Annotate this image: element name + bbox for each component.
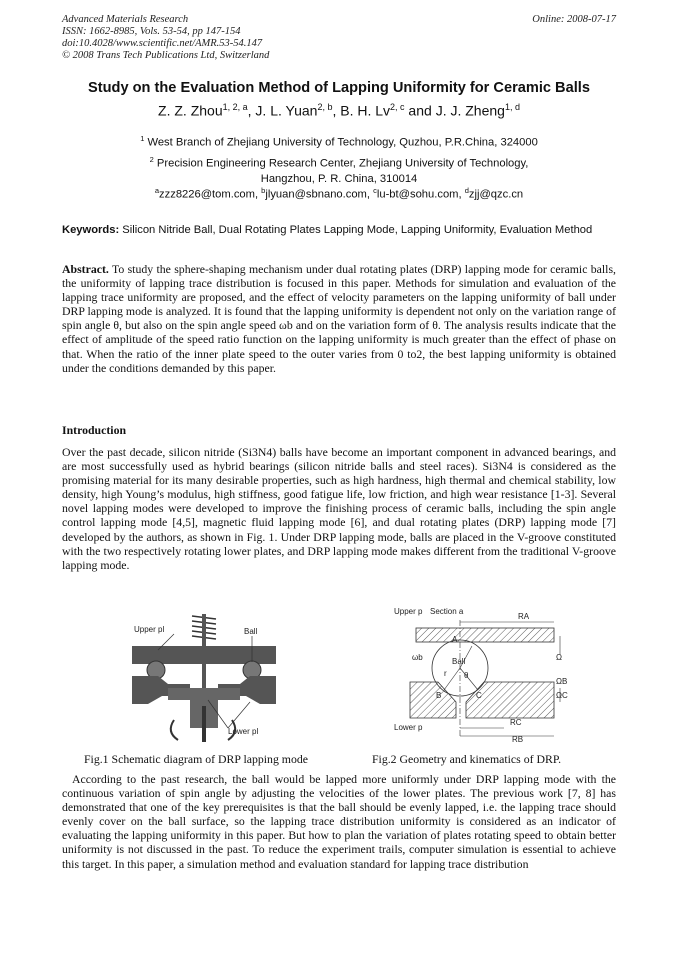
email-link[interactable]: lu-bt@sohu.com, (376, 188, 465, 201)
keywords-label: Keywords: (62, 224, 120, 236)
fig2-label-RA: RA (518, 612, 530, 621)
abstract (62, 262, 616, 375)
journal-header (62, 14, 616, 62)
figure-1 (128, 612, 280, 748)
figure-1-caption: Fig.1 Schematic diagram of DRP lapping mode (84, 752, 308, 766)
email-link[interactable]: jlyuan@sbnano.com, (265, 188, 374, 201)
keywords-text: Silicon Nitride Ball, Dual Rotating Plates Lapping Mode, Lapping Uniformity, Evaluation Method (119, 224, 593, 236)
doi-line: doi:10.4028/www.scientific.net/AMR.53-54.147 (62, 38, 263, 49)
fig2-label-section: Section a (430, 607, 464, 616)
email-link[interactable]: zjj@qzc.cn (468, 188, 524, 201)
affiliation-2: $^2$ Precision Engineering Research Center, Zhejiang University of Technology, Hangzhou, P. R. China, 310014 (149, 155, 529, 185)
author-sup: 1, 2, a (222, 102, 248, 112)
keywords (62, 224, 616, 238)
figure-2-caption: Fig.2 Geometry and kinematics of DRP. (372, 752, 562, 766)
author-name: J. J. Zheng (435, 102, 505, 119)
paper-title: Study on the Evaluation Method of Lapping Uniformity for Ceramic Balls (88, 80, 590, 96)
online-date: Online: 2008-07-17 (532, 14, 616, 25)
fig2-label-C: C (476, 691, 482, 700)
author-emails: $^a$zzz8226@tom.com, $^b$jlyuan@sbnano.com, $^c$lu-bt@sohu.com, $^d$zjj@qzc.cn (154, 186, 524, 201)
affiliation-1: $^1$ West Branch of Zhejiang University of Technology, Quzhou, P.R.China, 324000 (140, 134, 538, 149)
fig2-label-upper: Upper p (394, 607, 423, 616)
intro-paragraph-1: Over the past decade, silicon nitride (Si3N4) balls have become an important component in advanced bearings, and are most successfully used as hybrid bearings (silicon nitride balls and steel races). Si3N4 is considered as the promising material for its many desirable properties, such as high hardness, high thermal and chemical stability, low density, high Young’s modulus, high stiffness, good fatigue life, low friction, and high wear resistance [1-3]. Several novel lapping modes were developed to improve the finishing process of ceramic balls, including the spin angle control lapping mode [4,5], magnetic fluid lapping mode [6], and dual rotating plates (DRP) lapping mode [7] developed by the authors, as shown in Fig. 1. Under DRP lapping mode, balls are placed in the V-groove constituted with the two respectively rotating lower plates, and DRP lapping mode makes different from the traditional V-groove lapping mode. (62, 445, 616, 572)
figure-2 (394, 606, 574, 744)
intro-paragraph-2: According to the past research, the ball would be lapped more uniformly under DRP lapping mode with the continuous variation of spin angle by adjusting the velocities of the lower plates. The previous work [7, 8] has demonstrated that one of the key prerequisites is that the ball should be evenly lapped, i.e. the lapping trace should evenly cover on the ball surface, so the lapping trace distribution uniformity is considered as an indicator of evaluating the lapping uniformity in this paper. But how to plan the variation of plates rotating speed to obtain better uniformity is not discussed in the past. To reduce the experiment trails, computer simulation is essential to achieve this target. In this paper, a simulation method and evaluation standard for lapping trace distribution (62, 772, 616, 871)
fig2-label-omegaC: ΩC (556, 691, 568, 700)
section-heading-introduction: Introduction (62, 423, 127, 437)
fig1-label-ball: Ball (244, 627, 258, 636)
fig1-label-lower: Lower pl (228, 727, 259, 736)
abstract-label: Abstract. (62, 262, 109, 276)
fig2-label-omegab: ωb (412, 653, 423, 662)
author-name: J. L. Yuan (255, 102, 318, 119)
journal-name: Advanced Materials Research (62, 14, 189, 25)
issn-line: ISSN: 1662-8985, Vols. 53-54, pp 147-154 (62, 26, 241, 37)
author-sup: 1, d (504, 102, 520, 112)
author-name: Z. Z. Zhou (158, 102, 223, 119)
fig2-label-omegaB: ΩB (556, 677, 568, 686)
fig1-label-upper: Upper pl (134, 625, 165, 634)
fig2-label-omega: Ω (556, 653, 562, 662)
fig2-label-theta: θ (464, 671, 469, 680)
author-name: B. H. Lv (340, 102, 391, 119)
fig2-label-r: r (444, 669, 447, 678)
author-sup: 2, b (317, 102, 333, 112)
email-link[interactable]: zzz8226@tom.com, (159, 188, 262, 201)
fig2-label-RB: RB (512, 735, 524, 744)
fig2-label-ball: Ball (452, 657, 466, 666)
fig2-label-B: B (436, 691, 442, 700)
copyright-line: © 2008 Trans Tech Publications Ltd, Switzerland (62, 50, 270, 61)
fig2-label-A: A (452, 635, 458, 644)
fig2-label-lower: Lower p (394, 723, 423, 732)
abstract-text: To study the sphere-shaping mechanism under dual rotating plates (DRP) lapping mode for ceramic balls, the uniformity of lapping trace distribution is focused in this paper. Methods for simulation and evaluation of the lapping trace uniformity are proposed, and the effect of velocity parameters on the lapping uniformity of ball under DRP lapping mode is analyzed. It is found that the lapping uniformity is dependent not only on the variation range of spin angle θ, but also on the spin angle speed ωb and on the variation form of θ. The analysis results indicate that the effect of amplitude of the speed ratio function on the lapping uniformity is much greater than the effect of phase on that. When the ratio of the inner plate speed to the outer varies from 0 to2, the best lapping uniformity is obtained under the conditions demanded by this paper. (62, 262, 616, 375)
author-list: Z. Z. Zhou$^{1, 2, a}$, J. L. Yuan$^{2, b}$, B. H. Lv$^{2, c}$ and J. J. Zheng$^{1, d}$ (158, 102, 520, 119)
fig2-label-RC: RC (510, 718, 522, 727)
author-sup: 2, c (390, 102, 405, 112)
